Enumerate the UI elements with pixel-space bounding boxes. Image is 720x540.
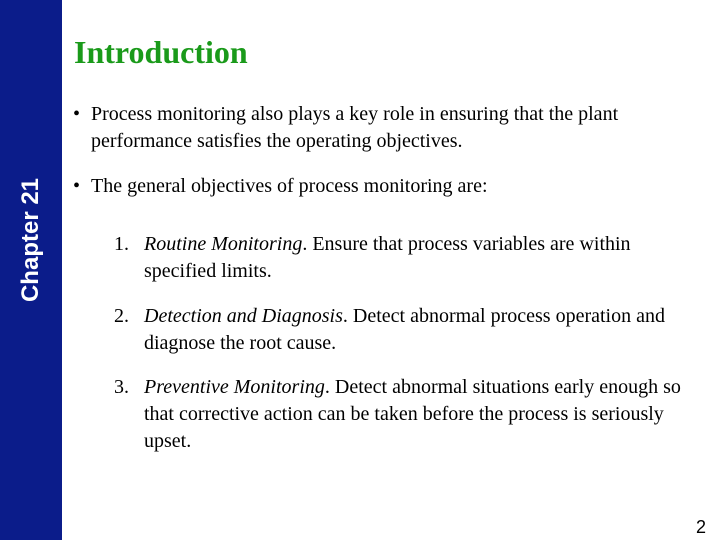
bullet-marker: •	[73, 175, 81, 197]
chapter-label: Chapter 21	[17, 177, 44, 303]
objective-period: .	[302, 233, 308, 255]
bullet-text: Process monitoring also plays a key role in ensuring that the plant performance satisfies the operating objectives.	[91, 103, 619, 152]
objective-body	[144, 303, 694, 357]
objective-body	[144, 374, 694, 455]
objective-item	[114, 231, 694, 285]
page-number: 2	[695, 517, 706, 537]
objective-term: Routine Monitoring	[144, 233, 303, 255]
objective-item	[114, 374, 694, 455]
chapter-sidebar	[0, 0, 62, 540]
objective-number: 3.	[114, 376, 129, 398]
slide-title: Introduction	[74, 34, 248, 70]
bullet-marker: •	[73, 103, 81, 125]
bullet-item	[73, 173, 683, 200]
objective-period: .	[324, 376, 330, 398]
objective-number: 2.	[114, 305, 129, 327]
objective-term: Preventive Monitoring	[144, 376, 325, 398]
objective-text: Detect abnormal situations early enough so that corrective action can be taken before the process is seriously upset.	[144, 376, 681, 452]
objective-body	[144, 231, 694, 285]
bullet-item	[73, 101, 683, 155]
objective-number: 1.	[114, 233, 129, 255]
objective-text: Detect abnormal process operation and diagnose the root cause.	[144, 305, 665, 354]
objective-period: .	[342, 305, 348, 327]
objective-item	[114, 303, 694, 357]
objective-text: Ensure that process variables are within specified limits.	[144, 233, 631, 282]
objective-term: Detection and Diagnosis	[144, 305, 343, 327]
bullet-text: The general objectives of process monitoring are:	[91, 175, 488, 197]
